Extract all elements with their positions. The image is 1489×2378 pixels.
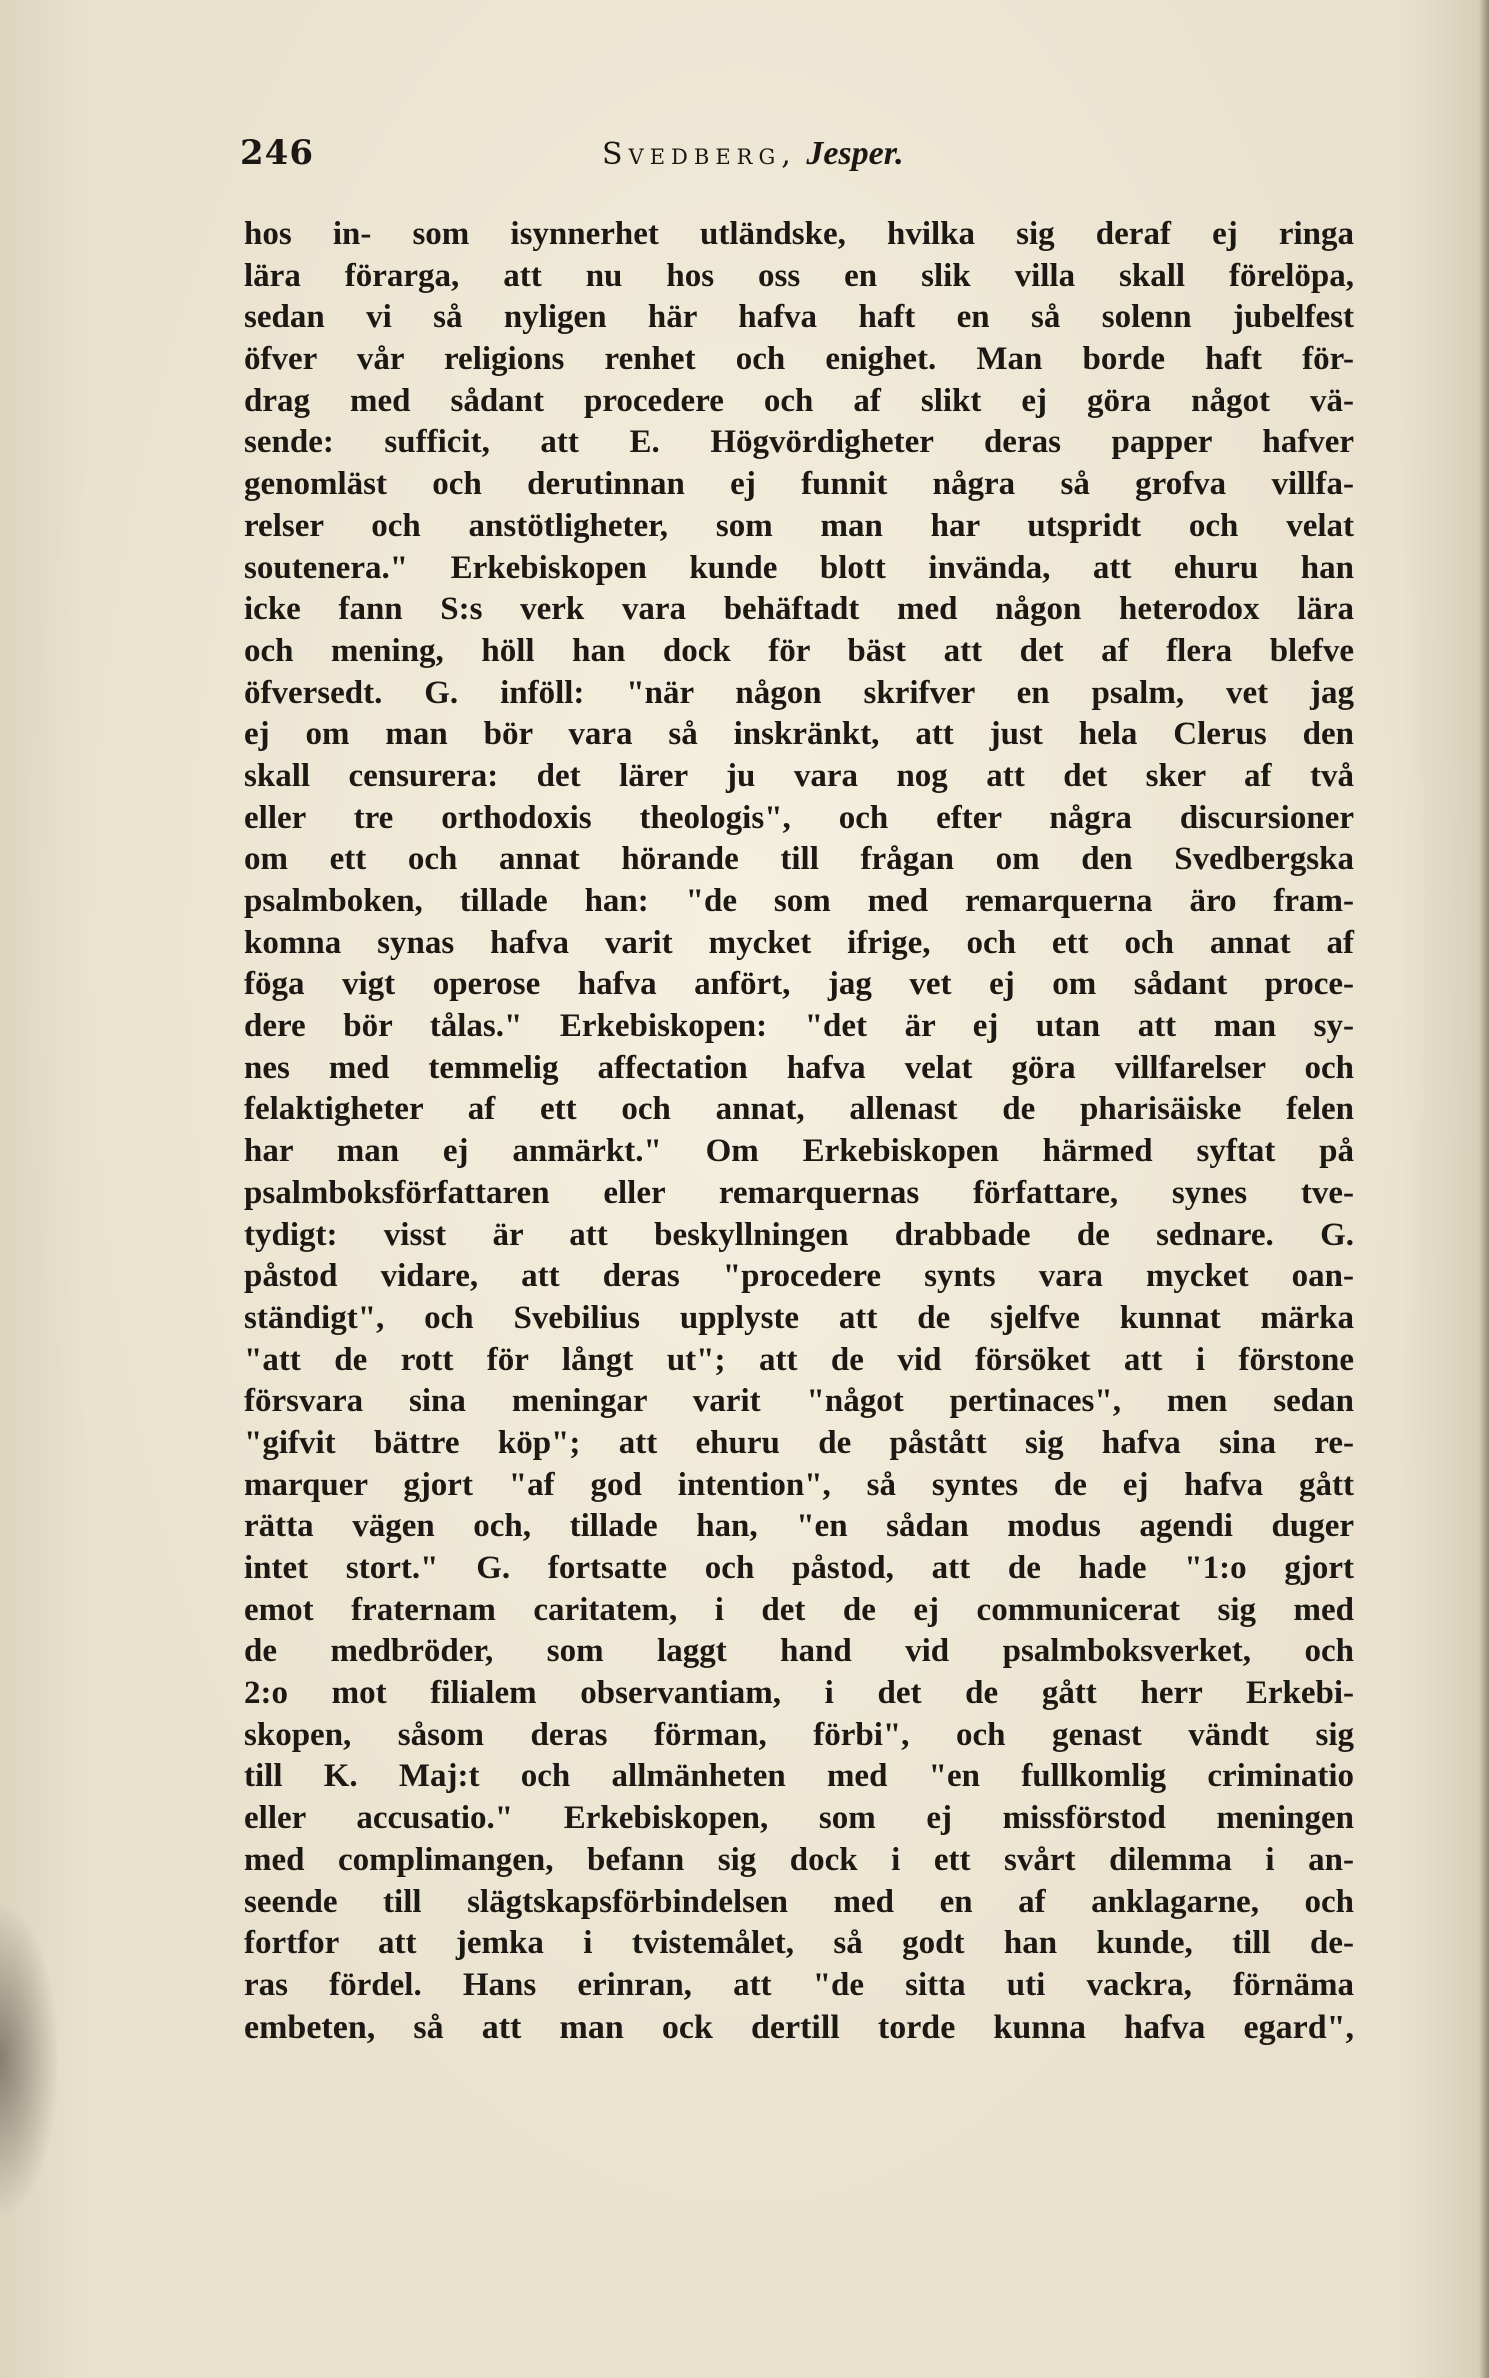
text-line: eller accusatio." Erkebiskopen, som ej missförstod meningen: [244, 1800, 1354, 1837]
text-line: och mening, höll han dock för bäst att det af flera blefve: [244, 632, 1354, 669]
text-line: påstod vidare, att deras "procedere synts vara mycket oan-: [244, 1258, 1354, 1295]
running-head-surname: Svedberg,: [602, 137, 797, 172]
text-line: med complimangen, befann sig dock i ett svårt dilemma i an-: [244, 1841, 1354, 1878]
text-line: de medbröder, som laggt hand vid psalmboksverket, och: [244, 1633, 1354, 1670]
body-text: [244, 214, 1354, 2048]
text-line: eller tre orthodoxis theologis", och efter några discursioner: [244, 799, 1354, 836]
page-edge-shadow: [0, 1900, 60, 2220]
text-line: ej om man bör vara så inskränkt, att just hela Clerus den: [244, 716, 1354, 753]
text-line: drag med sådant procedere och af slikt ej göra något vä-: [244, 382, 1354, 419]
text-line: fortfor att jemka i tvistemålet, så godt han kunde, till de-: [244, 1925, 1354, 1962]
text-line: "gifvit bättre köp"; att ehuru de påstått sig hafva sina re-: [244, 1424, 1354, 1461]
text-line: icke fann S:s verk vara behäftadt med någon heterodox lära: [244, 591, 1354, 628]
text-line: soutenera." Erkebiskopen kunde blott invända, att ehuru han: [244, 549, 1354, 586]
text-line: intet stort." G. fortsatte och påstod, att de hade "1:o gjort: [244, 1550, 1354, 1586]
text-line: skopen, såsom deras förman, förbi", och genast vändt sig: [244, 1716, 1354, 1753]
text-line: psalmboksförfattaren eller remarquernas författare, synes tve-: [244, 1174, 1354, 1211]
text-line: embeten, så att man ock dertill torde kunna hafva egard",: [244, 2008, 1354, 2046]
text-line: hos in- som isynnerhet utländske, hvilka sig deraf ej ringa: [244, 216, 1354, 252]
text-line: marquer gjort "af god intention", så syntes de ej hafva gått: [244, 1466, 1354, 1503]
page-spine-shadow: [1479, 0, 1489, 2378]
text-line: genomläst och derutinnan ej funnit några så grofva villfa-: [244, 466, 1354, 503]
text-line: sende: sufficit, att E. Högvördigheter deras papper hafver: [244, 424, 1354, 461]
text-line: tydigt: visst är att beskyllningen drabbade de sednare. G.: [244, 1216, 1354, 1253]
page-number: 246: [240, 133, 314, 173]
text-line: föga vigt operose hafva anfört, jag vet ej om sådant proce-: [244, 966, 1354, 1003]
text-line: till K. Maj:t och allmänheten med "en fullkomlig criminatio: [244, 1758, 1354, 1795]
text-line: emot fraternam caritatem, i det de ej communicerat sig med: [244, 1591, 1354, 1628]
text-line: ständigt", och Svebilius upplyste att de sjelfve kunnat märka: [244, 1299, 1354, 1336]
text-line: sedan vi så nyligen här hafva haft en så solenn jubelfest: [244, 299, 1354, 336]
text-line: ras fördel. Hans erinran, att "de sitta uti vackra, förnäma: [244, 1966, 1354, 2003]
text-line: nes med temmelig affectation hafva velat göra villfarelser och: [244, 1049, 1354, 1086]
text-line: relser och anstötligheter, som man har utspridt och velat: [244, 507, 1354, 544]
text-line: felaktigheter af ett och annat, allenast de pharisäiske felen: [244, 1091, 1354, 1128]
running-head: [602, 135, 904, 173]
text-line: 2:o mot filialem observantiam, i det de gått herr Erkebi-: [244, 1675, 1354, 1712]
page-header: [240, 133, 1350, 177]
text-line: försvara sina meningar varit "något pertinaces", men sedan: [244, 1383, 1354, 1420]
text-line: om ett och annat hörande till frågan om den Svedbergska: [244, 841, 1354, 878]
text-line: komna synas hafva varit mycket ifrige, och ett och annat af: [244, 924, 1354, 961]
text-line: skall censurera: det lärer ju vara nog att det sker af två: [244, 757, 1354, 794]
text-line: lära förarga, att nu hos oss en slik villa skall förelöpa,: [244, 257, 1354, 294]
text-line: rätta vägen och, tillade han, "en sådan modus agendi duger: [244, 1508, 1354, 1545]
text-line: öfver vår religions renhet och enighet. Man borde haft för-: [244, 341, 1354, 378]
text-line: öfversedt. G. inföll: "när någon skrifver en psalm, vet jag: [244, 674, 1354, 711]
text-line: dere bör tålas." Erkebiskopen: "det är ej utan att man sy-: [244, 1008, 1354, 1045]
text-line: seende till slägtskapsförbindelsen med en af anklagarne, och: [244, 1883, 1354, 1920]
text-line: psalmboken, tillade han: "de som med remarquerna äro fram-: [244, 883, 1354, 919]
running-head-given-name: Jesper.: [806, 135, 904, 172]
text-line: "att de rott för långt ut"; att de vid försöket att i förstone: [244, 1341, 1354, 1378]
text-line: har man ej anmärkt." Om Erkebiskopen härmed syftat på: [244, 1133, 1354, 1170]
